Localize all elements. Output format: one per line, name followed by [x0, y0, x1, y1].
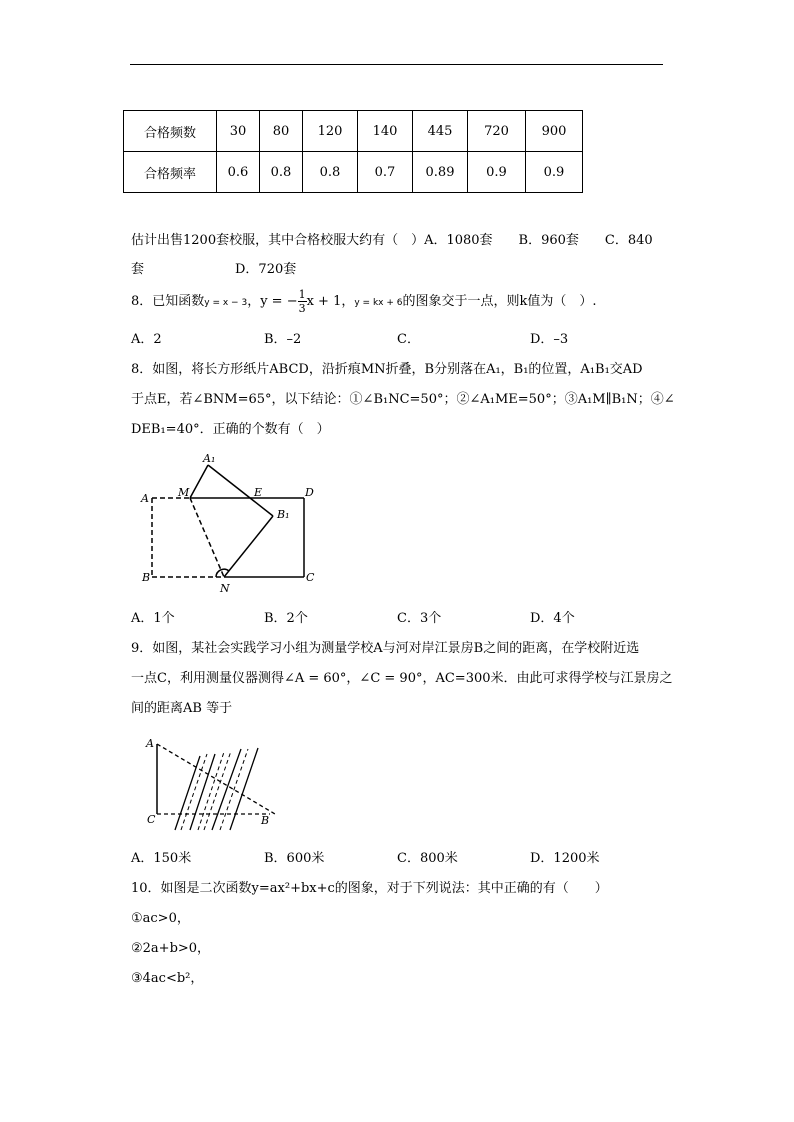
q8a-fraction	[298, 288, 307, 315]
q9-option-c: C．800米	[397, 851, 458, 866]
label-c: C	[147, 813, 156, 826]
table-cell: 120	[303, 111, 358, 152]
label-n: N	[220, 582, 230, 595]
table-cell: 0.6	[217, 152, 260, 193]
table-cell: 720	[468, 111, 526, 152]
q8a-func2-post: x + 1，	[306, 294, 355, 309]
label-a1: A₁	[203, 452, 216, 465]
q9-line1: 9．如图，某社会实践学习小组为测量学校A与河对岸江景房B之间的距离，在学校附近选	[131, 641, 640, 656]
label-d: D	[305, 486, 314, 499]
q7-text: 估计出售1200套校服，其中合格校服大约有（ ）A．1080套 B．960套 C．840	[131, 233, 653, 248]
label-b1: B₁	[277, 508, 290, 521]
edge-ab	[157, 744, 275, 814]
table-cell: 合格频率	[124, 152, 217, 193]
q8a-prefix: 8．已知函数	[131, 294, 205, 309]
frac-den: 3	[298, 302, 306, 315]
q8a-option-c: C．	[397, 332, 420, 347]
q8a-func2-pre: ，y = −	[247, 294, 298, 309]
table-cell: 0.9	[468, 152, 526, 193]
q9-option-a: A．150米	[131, 851, 192, 866]
q8b-option-b: B．2个	[264, 611, 308, 626]
q8b-option-d: D．4个	[530, 611, 575, 626]
q8a-suffix: 的图象交于一点，则k值为（ ）.	[402, 294, 597, 309]
table-row	[124, 111, 583, 152]
table-cell: 80	[260, 111, 303, 152]
table-cell: 445	[413, 111, 468, 152]
frac-num: 1	[298, 288, 306, 301]
label-e: E	[254, 486, 263, 499]
table-cell: 0.8	[260, 152, 303, 193]
q8a-question	[131, 288, 597, 315]
river-line	[175, 756, 200, 830]
table-row	[124, 152, 583, 193]
table-cell: 30	[217, 111, 260, 152]
table-cell: 0.89	[413, 152, 468, 193]
q8a-option-b: B．–2	[264, 332, 302, 347]
q8b-option-a: A．1个	[131, 611, 175, 626]
edge-b1n	[224, 516, 273, 577]
river-dash	[204, 751, 231, 830]
label-b: B	[261, 814, 270, 827]
q7-text-cont: 套 D．720套	[131, 262, 297, 277]
edge-ma1	[190, 465, 208, 498]
fold-mn	[190, 498, 224, 577]
q9-line2: 一点C，利用测量仪器测得∠A = 60°，∠C = 90°，AC=300米．由此可求得学校与江景房之	[131, 671, 673, 686]
table-cell: 0.9	[526, 152, 583, 193]
label-b: B	[142, 571, 151, 584]
table-cell: 140	[358, 111, 413, 152]
table-cell: 合格频数	[124, 111, 217, 152]
q9-option-b: B．600米	[264, 851, 325, 866]
table-cell: 0.8	[303, 152, 358, 193]
river-dash	[198, 752, 224, 830]
fold-figure	[130, 445, 330, 595]
label-c: C	[306, 571, 315, 584]
table-cell: 900	[526, 111, 583, 152]
q8b-line2: 于点E，若∠BNM=65°，以下结论：①∠B₁NC=50°；②∠A₁ME=50°；③A₁M∥B₁N；④∠	[131, 392, 675, 407]
q10-line1: 10．如图是二次函数y=ax²+bx+c的图象，对于下列说法：其中正确的有（ ）	[131, 881, 608, 896]
q10-statement-1: ①ac>0，	[131, 911, 190, 926]
q9-option-d: D．1200米	[530, 851, 600, 866]
q8b-option-c: C．3个	[397, 611, 442, 626]
label-a: A	[146, 737, 154, 750]
header-rule	[130, 64, 663, 65]
q10-statement-3: ③4ac<b²，	[131, 971, 204, 986]
q8a-option-d: D．–3	[530, 332, 569, 347]
q8a-option-a: A．2	[131, 332, 162, 347]
frequency-table	[123, 110, 583, 193]
river-figure	[140, 732, 290, 837]
q8a-func3: y = kx + 6	[354, 298, 403, 308]
q8b-line1: 8．如图，将长方形纸片ABCD，沿折痕MN折叠，B分别落在A₁，B₁的位置，A₁B₁交AD	[131, 362, 643, 377]
river-bank-right	[212, 749, 241, 830]
q8b-line3: DEB₁=40°．正确的个数有（ ）	[131, 422, 330, 437]
q9-line3: 间的距离AB 等于	[131, 701, 233, 716]
q10-statement-2: ②2a+b>0，	[131, 941, 211, 956]
label-m: M	[178, 486, 190, 499]
edge-a1b1	[208, 465, 273, 516]
label-a: A	[141, 492, 149, 505]
q8a-func1: y = x − 3	[204, 298, 248, 308]
table-cell: 0.7	[358, 152, 413, 193]
